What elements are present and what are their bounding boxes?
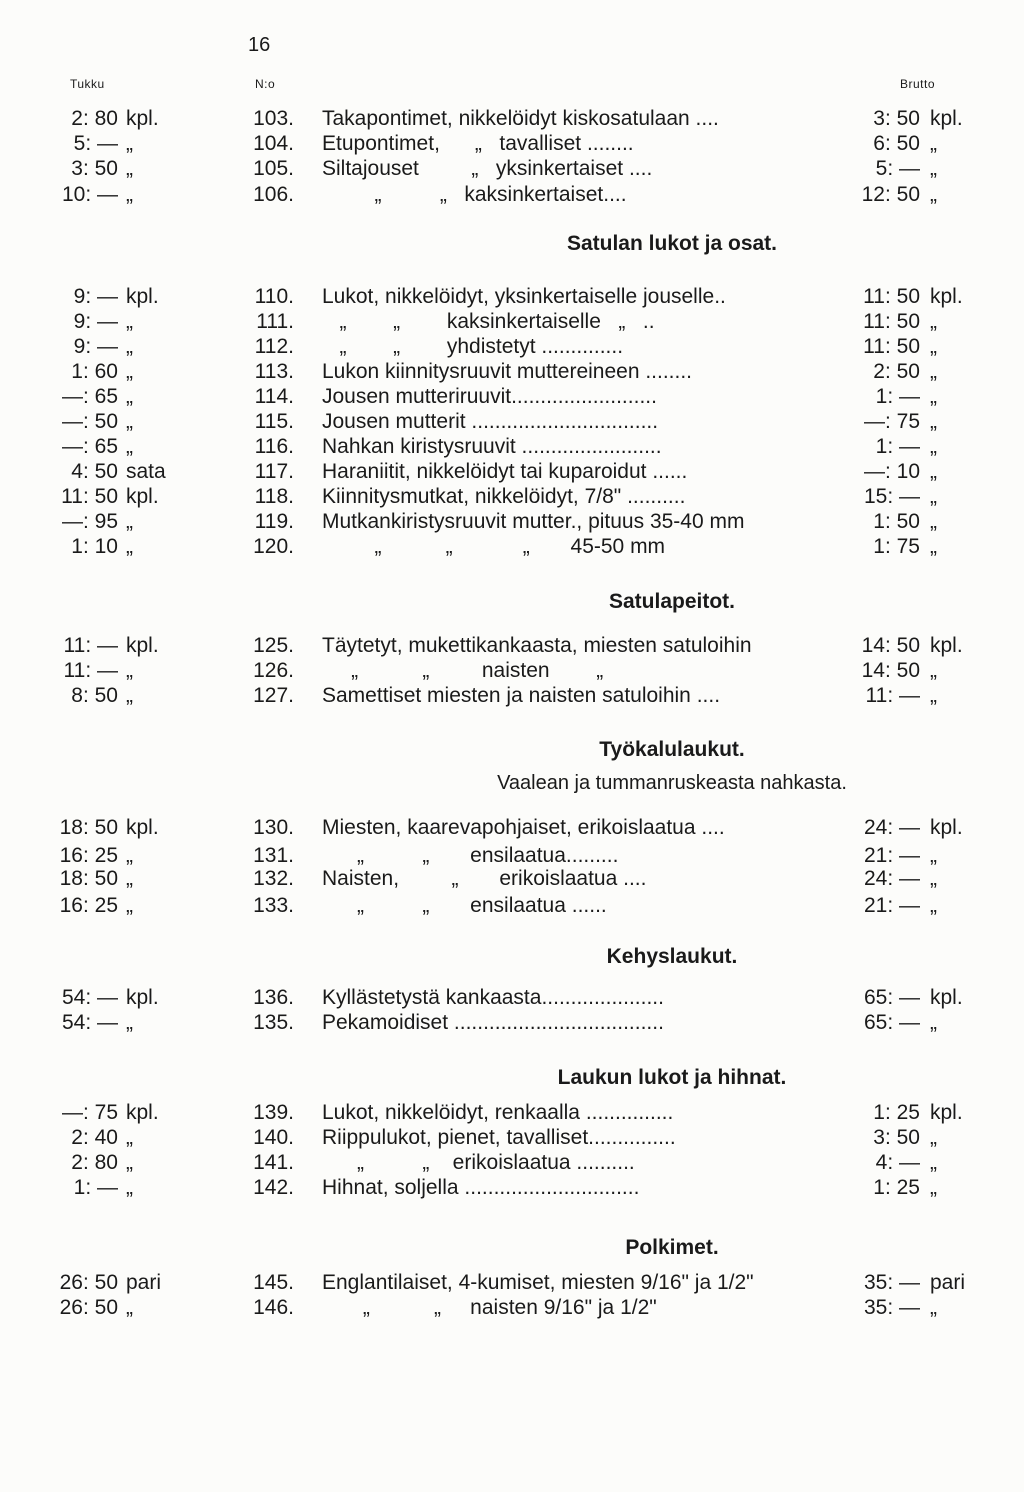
retail-price: 6: 50 xyxy=(873,132,920,155)
wholesale-price: —: 95 xyxy=(61,510,118,533)
retail-unit: „ xyxy=(930,460,937,483)
table-row xyxy=(0,683,1024,709)
table-row xyxy=(0,534,1024,560)
item-number: 127. xyxy=(253,684,294,707)
item-number: 116. xyxy=(254,435,294,458)
item-description: „ „ yhdistetyt .............. xyxy=(322,335,624,358)
wholesale-price: 16: 25 xyxy=(59,894,118,917)
item-number: 130. xyxy=(253,816,294,839)
item-description: Miesten, kaarevapohjaiset, erikoislaatua .... xyxy=(322,816,725,839)
retail-unit: „ xyxy=(930,310,937,333)
table-row xyxy=(0,1270,1024,1296)
retail-price: 1: — xyxy=(875,385,920,408)
retail-unit: „ xyxy=(930,360,937,383)
item-description: Lukot, nikkelöidyt, yksinkertaiselle jouselle.. xyxy=(322,285,726,308)
item-description: Hihnat, soljella .............................. xyxy=(322,1176,640,1199)
retail-price: 15: — xyxy=(863,485,920,508)
retail-unit: kpl. xyxy=(930,107,963,130)
retail-price: 14: 50 xyxy=(861,659,920,682)
retail-price: 65: — xyxy=(863,1011,920,1034)
item-number: 115. xyxy=(254,410,294,433)
wholesale-price: 11: 50 xyxy=(61,485,118,508)
item-number: 111. xyxy=(256,310,294,333)
retail-price: 65: — xyxy=(863,986,920,1009)
item-number: 140. xyxy=(253,1126,294,1149)
item-number: 136. xyxy=(253,986,294,1009)
retail-price: 3: 50 xyxy=(873,107,920,130)
wholesale-unit: „ xyxy=(126,1011,133,1034)
item-description: Siltajouset „ yksinkertaiset .... xyxy=(322,157,653,180)
table-row xyxy=(0,434,1024,460)
wholesale-unit: kpl. xyxy=(126,285,159,308)
wholesale-price: 2: 80 xyxy=(71,1151,118,1174)
item-description: Haraniitit, nikkelöidyt tai kuparoidut ...... xyxy=(322,460,688,483)
retail-unit: „ xyxy=(930,435,937,458)
retail-unit: „ xyxy=(930,659,937,682)
retail-unit: kpl. xyxy=(930,285,963,308)
table-row xyxy=(0,1100,1024,1126)
wholesale-unit: „ xyxy=(126,535,133,558)
wholesale-unit: kpl. xyxy=(126,107,159,130)
table-row xyxy=(0,509,1024,535)
wholesale-price: 1: 60 xyxy=(71,360,118,383)
wholesale-unit: „ xyxy=(126,844,133,867)
wholesale-unit: „ xyxy=(126,335,133,358)
wholesale-price: 26: 50 xyxy=(59,1271,118,1294)
item-number: 139. xyxy=(253,1101,294,1124)
wholesale-unit: „ xyxy=(126,659,133,682)
item-number: 105. xyxy=(253,157,294,180)
table-row xyxy=(0,1295,1024,1321)
wholesale-price: 9: — xyxy=(73,310,118,333)
item-number: 126. xyxy=(253,659,294,682)
wholesale-price: 5: — xyxy=(73,132,118,155)
retail-unit: „ xyxy=(930,385,937,408)
item-number: 103. xyxy=(253,107,294,130)
item-description: „ „ ensilaatua ...... xyxy=(322,894,607,917)
table-row xyxy=(0,384,1024,410)
wholesale-price: 11: — xyxy=(63,634,118,657)
wholesale-price: 2: 40 xyxy=(71,1126,118,1149)
section-heading-laukun-lukot: Laukun lukot ja hihnat. xyxy=(557,1066,787,1089)
wholesale-unit: „ xyxy=(126,1126,133,1149)
wholesale-unit: „ xyxy=(126,510,133,533)
wholesale-unit: „ xyxy=(126,183,133,206)
wholesale-unit: „ xyxy=(126,385,133,408)
retail-price: 21: — xyxy=(863,894,920,917)
retail-price: —: 75 xyxy=(863,410,920,433)
retail-unit: „ xyxy=(930,183,937,206)
retail-price: 1: — xyxy=(875,435,920,458)
retail-price: 4: — xyxy=(875,1151,920,1174)
retail-price: 1: 25 xyxy=(873,1101,920,1124)
retail-price: 12: 50 xyxy=(861,183,920,206)
item-number: 145. xyxy=(253,1271,294,1294)
retail-unit: „ xyxy=(930,1126,937,1149)
retail-price: —: 10 xyxy=(863,460,920,483)
item-description: Naisten, „ erikoislaatua .... xyxy=(322,867,647,890)
wholesale-unit: „ xyxy=(126,1151,133,1174)
item-number: 112. xyxy=(254,335,294,358)
item-description: Riippulukot, pienet, tavalliset............... xyxy=(322,1126,676,1149)
table-row xyxy=(0,893,1024,919)
table-row xyxy=(0,815,1024,841)
item-number: 106. xyxy=(253,183,294,206)
wholesale-unit: pari xyxy=(126,1271,162,1294)
section-subheading-tyokalulaukut: Vaalean ja tummanruskeasta nahkasta. xyxy=(497,772,847,794)
wholesale-unit: kpl. xyxy=(126,1101,159,1124)
retail-unit: „ xyxy=(930,894,937,917)
wholesale-price: 18: 50 xyxy=(59,867,118,890)
header-retail: Brutto xyxy=(900,77,936,91)
wholesale-price: —: 50 xyxy=(61,410,118,433)
wholesale-unit: „ xyxy=(126,360,133,383)
table-row xyxy=(0,1175,1024,1201)
table-row xyxy=(0,866,1024,892)
item-number: 110. xyxy=(254,285,294,308)
item-number: 118. xyxy=(254,485,294,508)
wholesale-unit: „ xyxy=(126,310,133,333)
retail-price: 1: 50 xyxy=(873,510,920,533)
retail-price: 2: 50 xyxy=(873,360,920,383)
wholesale-unit: „ xyxy=(126,684,133,707)
retail-unit: „ xyxy=(930,844,937,867)
item-number: 131. xyxy=(253,844,294,867)
item-description: Kyllästetystä kankaasta..................... xyxy=(322,986,664,1009)
item-description: „ „ „ 45-50 mm xyxy=(322,535,666,558)
item-description: Takapontimet, nikkelöidyt kiskosatulaan .... xyxy=(322,107,719,130)
wholesale-price: 1: — xyxy=(73,1176,118,1199)
item-description: Nahkan kiristysruuvit ........................ xyxy=(322,435,662,458)
item-description: Jousen mutteriruuvit......................... xyxy=(322,385,657,408)
retail-unit: „ xyxy=(930,1011,937,1034)
item-number: 146. xyxy=(253,1296,294,1319)
item-description: Mutkankiristysruuvit mutter., pituus 35-40 mm xyxy=(322,510,745,533)
header-wholesale: Tukku xyxy=(70,77,105,91)
wholesale-unit: „ xyxy=(126,410,133,433)
retail-price: 24: — xyxy=(863,867,920,890)
retail-unit: kpl. xyxy=(930,986,963,1009)
wholesale-unit: „ xyxy=(126,1296,133,1319)
table-row xyxy=(0,334,1024,360)
retail-unit: „ xyxy=(930,510,937,533)
wholesale-unit: „ xyxy=(126,157,133,180)
wholesale-price: 54: — xyxy=(61,986,118,1009)
retail-price: 11: — xyxy=(865,684,920,707)
item-number: 113. xyxy=(254,360,294,383)
item-description: Englantilaiset, 4-kumiset, miesten 9/16" ja 1/2" xyxy=(322,1271,754,1294)
wholesale-price: 4: 50 xyxy=(71,460,118,483)
table-row xyxy=(0,1150,1024,1176)
retail-price: 21: — xyxy=(863,844,920,867)
item-description: „ „ kaksinkertaiset.... xyxy=(322,183,627,206)
wholesale-price: 10: — xyxy=(61,183,118,206)
section-heading-polkimet: Polkimet. xyxy=(625,1236,719,1259)
retail-unit: „ xyxy=(930,485,937,508)
item-number: 125. xyxy=(253,634,294,657)
retail-unit: kpl. xyxy=(930,1101,963,1124)
item-description: „ „ erikoislaatua .......... xyxy=(322,1151,635,1174)
retail-unit: pari xyxy=(930,1271,966,1294)
wholesale-unit: „ xyxy=(126,132,133,155)
retail-unit: „ xyxy=(930,1176,937,1199)
table-row xyxy=(0,409,1024,435)
retail-price: 11: 50 xyxy=(863,285,920,308)
retail-unit: „ xyxy=(930,1296,937,1319)
retail-unit: „ xyxy=(930,335,937,358)
section-heading-tyokalulaukut: Työkalulaukut. xyxy=(599,738,745,761)
wholesale-price: 1: 10 xyxy=(71,535,118,558)
table-row xyxy=(0,309,1024,335)
item-number: 117. xyxy=(254,460,294,483)
table-row xyxy=(0,985,1024,1011)
table-row xyxy=(0,484,1024,510)
wholesale-unit: sata xyxy=(126,460,166,483)
table-row xyxy=(0,131,1024,157)
table-row xyxy=(0,106,1024,132)
retail-unit: „ xyxy=(930,157,937,180)
item-number: 132. xyxy=(253,867,294,890)
item-description: Pekamoidiset .................................... xyxy=(322,1011,664,1034)
wholesale-price: —: 65 xyxy=(61,435,118,458)
retail-price: 24: — xyxy=(863,816,920,839)
table-row xyxy=(0,284,1024,310)
wholesale-unit: kpl. xyxy=(126,485,159,508)
retail-price: 1: 25 xyxy=(873,1176,920,1199)
retail-price: 14: 50 xyxy=(861,634,920,657)
item-description: „ „ naisten „ xyxy=(322,659,604,682)
wholesale-unit: kpl. xyxy=(126,986,159,1009)
item-description: Kiinnitysmutkat, nikkelöidyt, 7/8" .......... xyxy=(322,485,686,508)
wholesale-price: —: 65 xyxy=(61,385,118,408)
table-row xyxy=(0,359,1024,385)
wholesale-price: 9: — xyxy=(73,285,118,308)
table-row xyxy=(0,1010,1024,1036)
wholesale-unit: „ xyxy=(126,1176,133,1199)
retail-unit: „ xyxy=(930,1151,937,1174)
section-heading-satulan-lukot: Satulan lukot ja osat. xyxy=(566,232,778,255)
table-row xyxy=(0,658,1024,684)
wholesale-price: 8: 50 xyxy=(71,684,118,707)
item-description: „ „ naisten 9/16" ja 1/2" xyxy=(322,1296,657,1319)
item-number: 141. xyxy=(253,1151,294,1174)
retail-unit: „ xyxy=(930,410,937,433)
item-number: 119. xyxy=(254,510,294,533)
page-number: 16 xyxy=(248,34,271,56)
item-description: „ „ ensilaatua......... xyxy=(322,844,619,867)
table-row xyxy=(0,156,1024,182)
wholesale-price: —: 75 xyxy=(61,1101,118,1124)
table-row xyxy=(0,459,1024,485)
item-description: Lukon kiinnitysruuvit muttereineen ........ xyxy=(322,360,693,383)
wholesale-unit: „ xyxy=(126,867,133,890)
item-description: „ „ kaksinkertaiselle „ .. xyxy=(322,310,655,333)
retail-price: 35: — xyxy=(863,1296,920,1319)
wholesale-price: 18: 50 xyxy=(59,816,118,839)
wholesale-price: 54: — xyxy=(61,1011,118,1034)
item-description: Etupontimet, „ tavalliset ........ xyxy=(322,132,634,155)
retail-price: 5: — xyxy=(875,157,920,180)
item-number: 114. xyxy=(254,385,294,408)
item-number: 135. xyxy=(253,1011,294,1034)
retail-unit: „ xyxy=(930,684,937,707)
retail-unit: „ xyxy=(930,132,937,155)
wholesale-price: 16: 25 xyxy=(59,844,118,867)
retail-unit: „ xyxy=(930,867,937,890)
retail-price: 3: 50 xyxy=(873,1126,920,1149)
item-number: 133. xyxy=(253,894,294,917)
table-row xyxy=(0,1125,1024,1151)
retail-price: 11: 50 xyxy=(863,310,920,333)
retail-price: 11: 50 xyxy=(863,335,920,358)
wholesale-price: 2: 80 xyxy=(71,107,118,130)
header-number: N:o xyxy=(255,77,276,91)
wholesale-price: 3: 50 xyxy=(71,157,118,180)
retail-unit: kpl. xyxy=(930,634,963,657)
wholesale-unit: „ xyxy=(126,435,133,458)
item-number: 104. xyxy=(253,132,294,155)
section-heading-kehyslaukut: Kehyslaukut. xyxy=(606,945,738,968)
item-description: Samettiset miesten ja naisten satuloihin .... xyxy=(322,684,721,707)
section-heading-satulapeitot: Satulapeitot. xyxy=(608,590,735,613)
wholesale-price: 9: — xyxy=(73,335,118,358)
item-description: Täytetyt, mukettikankaasta, miesten satuloihin xyxy=(322,634,752,657)
table-row xyxy=(0,182,1024,208)
wholesale-price: 26: 50 xyxy=(59,1296,118,1319)
retail-unit: „ xyxy=(930,535,937,558)
item-number: 142. xyxy=(253,1176,294,1199)
table-row xyxy=(0,633,1024,659)
wholesale-unit: „ xyxy=(126,894,133,917)
retail-price: 35: — xyxy=(863,1271,920,1294)
wholesale-unit: kpl. xyxy=(126,816,159,839)
item-number: 120. xyxy=(253,535,294,558)
item-description: Jousen mutterit ................................ xyxy=(322,410,659,433)
retail-price: 1: 75 xyxy=(873,535,920,558)
wholesale-price: 11: — xyxy=(63,659,118,682)
wholesale-unit: kpl. xyxy=(126,634,159,657)
retail-unit: kpl. xyxy=(930,816,963,839)
item-description: Lukot, nikkelöidyt, renkaalla ............... xyxy=(322,1101,674,1124)
